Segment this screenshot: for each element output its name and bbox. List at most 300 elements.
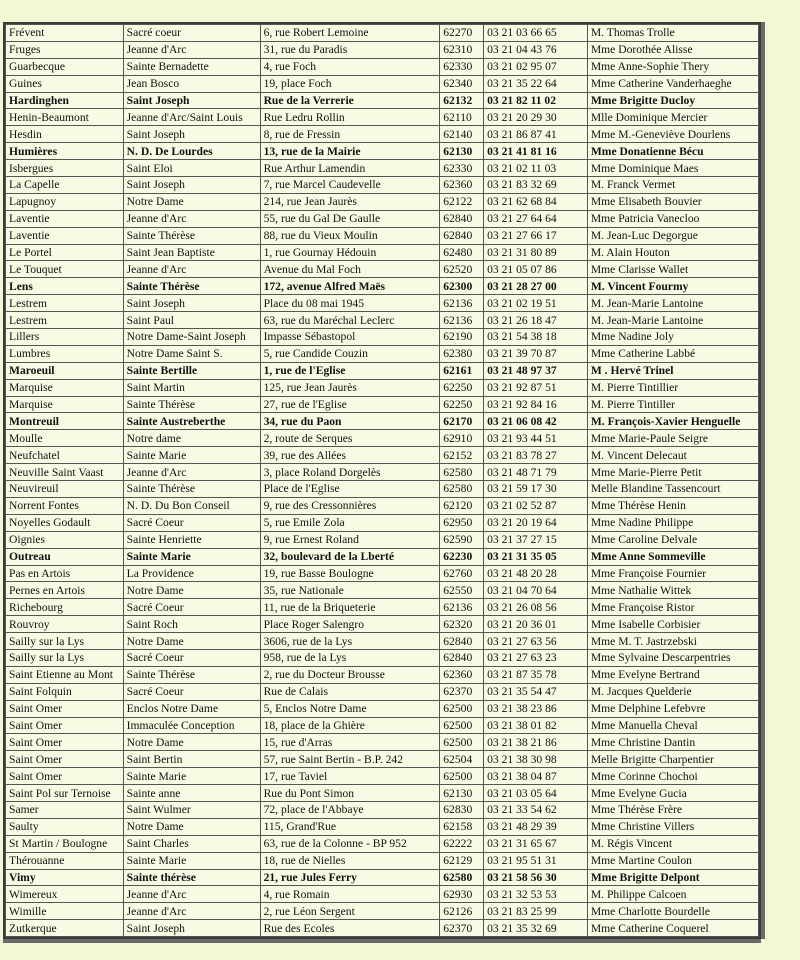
table-row: [6, 818, 759, 835]
commune-cell: Saulty: [6, 818, 124, 835]
phone-cell: 03 21 32 53 53: [484, 886, 588, 903]
commune-cell: Sailly sur la Lys: [6, 633, 124, 650]
commune-cell: Hesdin: [6, 126, 124, 143]
school-cell: Sacré Coeur: [123, 514, 260, 531]
director-cell: Melle Brigitte Charpentier: [587, 751, 758, 768]
school-cell: Sacré Coeur: [123, 599, 260, 616]
postal-code-cell: 62550: [440, 582, 484, 599]
director-cell: Mme Christine Villers: [587, 818, 758, 835]
director-cell: Mme Marie-Paule Seigre: [587, 430, 758, 447]
phone-cell: 03 21 48 29 39: [484, 818, 588, 835]
phone-cell: 03 21 05 07 86: [484, 261, 588, 278]
table-row: [6, 616, 759, 633]
table-row: [6, 160, 759, 177]
commune-cell: Lillers: [6, 329, 124, 346]
commune-cell: Saint Pol sur Ternoise: [6, 785, 124, 802]
school-cell: Notre Dame Saint S.: [123, 345, 260, 362]
school-cell: Sainte Thérèse: [123, 481, 260, 498]
school-cell: Jeanne d'Arc: [123, 464, 260, 481]
phone-cell: 03 21 04 70 64: [484, 582, 588, 599]
school-cell: Sacré coeur: [123, 25, 260, 42]
school-cell: Notre Dame: [123, 193, 260, 210]
school-cell: Jeanne d'Arc: [123, 903, 260, 920]
postal-code-cell: 62222: [440, 835, 484, 852]
commune-cell: Lapugnoy: [6, 193, 124, 210]
table-row: [6, 785, 759, 802]
phone-cell: 03 21 62 68 84: [484, 193, 588, 210]
table-row: [6, 582, 759, 599]
school-cell: Immaculée Conception: [123, 717, 260, 734]
postal-code-cell: 62840: [440, 649, 484, 666]
address-cell: Rue des Ecoles: [260, 920, 440, 937]
phone-cell: 03 21 59 17 30: [484, 481, 588, 498]
table-row: [6, 329, 759, 346]
commune-cell: Neufchatel: [6, 447, 124, 464]
school-cell: Sainte Thérèse: [123, 666, 260, 683]
commune-cell: Saint Omer: [6, 700, 124, 717]
phone-cell: 03 21 02 95 07: [484, 58, 588, 75]
table-row: [6, 379, 759, 396]
school-directory-sheet: [3, 22, 761, 939]
postal-code-cell: 62130: [440, 785, 484, 802]
table-row: [6, 126, 759, 143]
table-row: [6, 531, 759, 548]
address-cell: 5, rue Emile Zola: [260, 514, 440, 531]
address-cell: Rue de Calais: [260, 683, 440, 700]
postal-code-cell: 62170: [440, 413, 484, 430]
director-cell: Mlle Dominique Mercier: [587, 109, 758, 126]
commune-cell: Laventie: [6, 210, 124, 227]
postal-code-cell: 62152: [440, 447, 484, 464]
director-cell: M. Jean-Marie Lantoine: [587, 295, 758, 312]
commune-cell: Saint Omer: [6, 751, 124, 768]
address-cell: 15, rue d'Arras: [260, 734, 440, 751]
address-cell: 39, rue des Allées: [260, 447, 440, 464]
address-cell: Impasse Sébastopol: [260, 329, 440, 346]
director-cell: M. Vincent Fourmy: [587, 278, 758, 295]
address-cell: 63, rue de la Colonne - BP 952: [260, 835, 440, 852]
school-cell: La Providence: [123, 565, 260, 582]
school-cell: Sainte thérèse: [123, 869, 260, 886]
phone-cell: 03 21 87 35 78: [484, 666, 588, 683]
commune-cell: Pas en Artois: [6, 565, 124, 582]
address-cell: 115, Grand'Rue: [260, 818, 440, 835]
school-cell: Saint Eloi: [123, 160, 260, 177]
commune-cell: Humières: [6, 143, 124, 160]
school-cell: Sainte Thérèse: [123, 396, 260, 413]
commune-cell: Le Touquet: [6, 261, 124, 278]
postal-code-cell: 62370: [440, 683, 484, 700]
postal-code-cell: 62330: [440, 160, 484, 177]
school-cell: Notre Dame-Saint Joseph: [123, 329, 260, 346]
phone-cell: 03 21 27 63 23: [484, 649, 588, 666]
table-row: [6, 210, 759, 227]
postal-code-cell: 62122: [440, 193, 484, 210]
director-cell: Mme Marie-Pierre Petit: [587, 464, 758, 481]
table-row: [6, 278, 759, 295]
commune-cell: Rouvroy: [6, 616, 124, 633]
director-cell: Mme Thérèse Henin: [587, 497, 758, 514]
director-cell: Mme Anne Sommeville: [587, 548, 758, 565]
phone-cell: 03 21 04 43 76: [484, 41, 588, 58]
school-cell: Saint Bertin: [123, 751, 260, 768]
postal-code-cell: 62500: [440, 700, 484, 717]
school-cell: Jeanne d'Arc: [123, 41, 260, 58]
phone-cell: 03 21 27 64 64: [484, 210, 588, 227]
phone-cell: 03 21 37 27 15: [484, 531, 588, 548]
table-row: [6, 835, 759, 852]
director-cell: M. Jean-Marie Lantoine: [587, 312, 758, 329]
director-cell: Mme Patricia Vanecloo: [587, 210, 758, 227]
phone-cell: 03 21 27 66 17: [484, 227, 588, 244]
director-cell: M . Hervé Trinel: [587, 362, 758, 379]
school-cell: Sainte Marie: [123, 548, 260, 565]
postal-code-cell: 62132: [440, 92, 484, 109]
postal-code-cell: 62830: [440, 801, 484, 818]
phone-cell: 03 21 83 32 69: [484, 177, 588, 194]
school-cell: Jeanne d'Arc: [123, 886, 260, 903]
commune-cell: Isbergues: [6, 160, 124, 177]
school-cell: Saint Joseph: [123, 295, 260, 312]
commune-cell: Wimereux: [6, 886, 124, 903]
director-cell: Mme M.-Geneviève Dourlens: [587, 126, 758, 143]
commune-cell: Neuville Saint Vaast: [6, 464, 124, 481]
commune-cell: Guarbecque: [6, 58, 124, 75]
phone-cell: 03 21 20 29 30: [484, 109, 588, 126]
phone-cell: 03 21 83 78 27: [484, 447, 588, 464]
commune-cell: Samer: [6, 801, 124, 818]
address-cell: 3606, rue de la Lys: [260, 633, 440, 650]
commune-cell: Lens: [6, 278, 124, 295]
postal-code-cell: 62500: [440, 734, 484, 751]
address-cell: Place de l'Eglise: [260, 481, 440, 498]
postal-code-cell: 62840: [440, 227, 484, 244]
table-row: [6, 852, 759, 869]
phone-cell: 03 21 26 08 56: [484, 599, 588, 616]
postal-code-cell: 62520: [440, 261, 484, 278]
address-cell: 8, rue de Fressin: [260, 126, 440, 143]
postal-code-cell: 62480: [440, 244, 484, 261]
table-row: [6, 801, 759, 818]
postal-code-cell: 62320: [440, 616, 484, 633]
table-row: [6, 920, 759, 937]
director-cell: Mme Isabelle Corbisier: [587, 616, 758, 633]
address-cell: 17, rue Taviel: [260, 768, 440, 785]
director-cell: M. Alain Houton: [587, 244, 758, 261]
school-cell: Saint Wulmer: [123, 801, 260, 818]
director-cell: M. François-Xavier Henguelle: [587, 413, 758, 430]
phone-cell: 03 21 95 51 31: [484, 852, 588, 869]
postal-code-cell: 62136: [440, 599, 484, 616]
table-row: [6, 227, 759, 244]
director-cell: M. Thomas Trolle: [587, 25, 758, 42]
commune-cell: Thérouanne: [6, 852, 124, 869]
address-cell: 2, route de Serques: [260, 430, 440, 447]
school-cell: Notre Dame: [123, 818, 260, 835]
postal-code-cell: 62840: [440, 633, 484, 650]
director-cell: Mme Brigitte Delpont: [587, 869, 758, 886]
director-cell: Mme Nathalie Wittek: [587, 582, 758, 599]
school-cell: Notre Dame: [123, 734, 260, 751]
postal-code-cell: 62840: [440, 210, 484, 227]
postal-code-cell: 62360: [440, 666, 484, 683]
address-cell: 32, boulevard de la Lberté: [260, 548, 440, 565]
director-cell: Mme Donatienne Bécu: [587, 143, 758, 160]
school-cell: Sainte Thérèse: [123, 227, 260, 244]
postal-code-cell: 62110: [440, 109, 484, 126]
postal-code-cell: 62370: [440, 920, 484, 937]
commune-cell: Richebourg: [6, 599, 124, 616]
school-cell: Notre Dame: [123, 582, 260, 599]
commune-cell: Zutkerque: [6, 920, 124, 937]
table-row: [6, 734, 759, 751]
postal-code-cell: 62230: [440, 548, 484, 565]
postal-code-cell: 62760: [440, 565, 484, 582]
table-row: [6, 497, 759, 514]
postal-code-cell: 62126: [440, 903, 484, 920]
commune-cell: Le Portel: [6, 244, 124, 261]
commune-cell: Lestrem: [6, 295, 124, 312]
school-cell: Sainte Marie: [123, 447, 260, 464]
table-row: [6, 143, 759, 160]
address-cell: 19, rue Basse Boulogne: [260, 565, 440, 582]
phone-cell: 03 21 31 35 05: [484, 548, 588, 565]
commune-cell: Guines: [6, 75, 124, 92]
postal-code-cell: 62140: [440, 126, 484, 143]
address-cell: 3, place Roland Dorgelès: [260, 464, 440, 481]
commune-cell: Maroeuil: [6, 362, 124, 379]
phone-cell: 03 21 92 87 51: [484, 379, 588, 396]
table-row: [6, 75, 759, 92]
table-row: [6, 481, 759, 498]
table-row: [6, 683, 759, 700]
address-cell: Rue Ledru Rollin: [260, 109, 440, 126]
commune-cell: Saint Folquin: [6, 683, 124, 700]
director-cell: Mme Catherine Coquerel: [587, 920, 758, 937]
table-row: [6, 717, 759, 734]
school-cell: Sainte Bernadette: [123, 58, 260, 75]
school-cell: Saint Martin: [123, 379, 260, 396]
director-cell: Melle Blandine Tassencourt: [587, 481, 758, 498]
postal-code-cell: 62504: [440, 751, 484, 768]
director-cell: Mme M. T. Jastrzebski: [587, 633, 758, 650]
director-cell: M. Vincent Delecaut: [587, 447, 758, 464]
table-row: [6, 700, 759, 717]
address-cell: 172, avenue Alfred Maës: [260, 278, 440, 295]
postal-code-cell: 62130: [440, 143, 484, 160]
commune-cell: Fruges: [6, 41, 124, 58]
phone-cell: 03 21 20 36 01: [484, 616, 588, 633]
director-cell: M. Philippe Calcoen: [587, 886, 758, 903]
address-cell: 57, rue Saint Bertin - B.P. 242: [260, 751, 440, 768]
table-row: [6, 633, 759, 650]
commune-cell: Hardinghen: [6, 92, 124, 109]
commune-cell: Marquise: [6, 396, 124, 413]
director-cell: Mme Sylvaine Descarpentries: [587, 649, 758, 666]
postal-code-cell: 62161: [440, 362, 484, 379]
director-cell: Mme Nadine Philippe: [587, 514, 758, 531]
phone-cell: 03 21 35 54 47: [484, 683, 588, 700]
address-cell: 18, rue de Nielles: [260, 852, 440, 869]
address-cell: 9, rue Ernest Roland: [260, 531, 440, 548]
table-row: [6, 345, 759, 362]
address-cell: 2, rue Léon Sergent: [260, 903, 440, 920]
table-row: [6, 869, 759, 886]
table-row: [6, 25, 759, 42]
address-cell: 34, rue du Paon: [260, 413, 440, 430]
address-cell: 7, rue Marcel Caudevelle: [260, 177, 440, 194]
table-row: [6, 362, 759, 379]
school-cell: Jeanne d'Arc: [123, 210, 260, 227]
school-directory-table: [5, 24, 759, 937]
phone-cell: 03 21 38 23 86: [484, 700, 588, 717]
commune-cell: Saint Omer: [6, 717, 124, 734]
commune-cell: La Capelle: [6, 177, 124, 194]
table-row: [6, 464, 759, 481]
address-cell: 63, rue du Maréchal Leclerc: [260, 312, 440, 329]
director-cell: M. Jean-Luc Degorgue: [587, 227, 758, 244]
director-cell: Mme Elisabeth Bouvier: [587, 193, 758, 210]
address-cell: 27, rue de l'Eglise: [260, 396, 440, 413]
table-row: [6, 92, 759, 109]
phone-cell: 03 21 02 11 03: [484, 160, 588, 177]
school-cell: Enclos Notre Dame: [123, 700, 260, 717]
table-row: [6, 261, 759, 278]
address-cell: 72, place de l'Abbaye: [260, 801, 440, 818]
postal-code-cell: 62250: [440, 396, 484, 413]
commune-cell: Saint Omer: [6, 734, 124, 751]
director-cell: Mme Clarisse Wallet: [587, 261, 758, 278]
commune-cell: Norrent Fontes: [6, 497, 124, 514]
address-cell: Rue du Pont Simon: [260, 785, 440, 802]
phone-cell: 03 21 31 80 89: [484, 244, 588, 261]
school-cell: Sainte anne: [123, 785, 260, 802]
postal-code-cell: 62250: [440, 379, 484, 396]
postal-code-cell: 62270: [440, 25, 484, 42]
address-cell: 5, rue Candide Couzin: [260, 345, 440, 362]
postal-code-cell: 62136: [440, 295, 484, 312]
phone-cell: 03 21 86 87 41: [484, 126, 588, 143]
phone-cell: 03 21 26 18 47: [484, 312, 588, 329]
school-cell: Saint Roch: [123, 616, 260, 633]
address-cell: 1, rue de l'Eglise: [260, 362, 440, 379]
phone-cell: 03 21 54 38 18: [484, 329, 588, 346]
director-cell: Mme Catherine Vanderhaeghe: [587, 75, 758, 92]
director-cell: Mme Corinne Chochoi: [587, 768, 758, 785]
school-cell: Sainte Thérèse: [123, 278, 260, 295]
table-row: [6, 751, 759, 768]
postal-code-cell: 62129: [440, 852, 484, 869]
school-cell: Sainte Marie: [123, 852, 260, 869]
phone-cell: 03 21 39 70 87: [484, 345, 588, 362]
school-cell: Jeanne d'Arc: [123, 261, 260, 278]
postal-code-cell: 62120: [440, 497, 484, 514]
address-cell: 31, rue du Paradis: [260, 41, 440, 58]
director-cell: Mme Anne-Sophie Thery: [587, 58, 758, 75]
address-cell: 21, rue Jules Ferry: [260, 869, 440, 886]
address-cell: 55, rue du Gal De Gaulle: [260, 210, 440, 227]
director-cell: Mme Nadine Joly: [587, 329, 758, 346]
commune-cell: St Martin / Boulogne: [6, 835, 124, 852]
director-cell: Mme Catherine Labbé: [587, 345, 758, 362]
address-cell: 18, place de la Ghière: [260, 717, 440, 734]
director-cell: M. Pierre Tintillier: [587, 379, 758, 396]
director-cell: Mme Caroline Delvale: [587, 531, 758, 548]
school-cell: Saint Jean Baptiste: [123, 244, 260, 261]
table-row: [6, 244, 759, 261]
school-cell: Notre Dame: [123, 633, 260, 650]
postal-code-cell: 62590: [440, 531, 484, 548]
postal-code-cell: 62580: [440, 481, 484, 498]
address-cell: 35, rue Nationale: [260, 582, 440, 599]
school-cell: Saint Joseph: [123, 126, 260, 143]
address-cell: 4, rue Romain: [260, 886, 440, 903]
phone-cell: 03 21 83 25 99: [484, 903, 588, 920]
phone-cell: 03 21 35 32 69: [484, 920, 588, 937]
director-cell: Mme Martine Coulon: [587, 852, 758, 869]
address-cell: Rue Arthur Lamendin: [260, 160, 440, 177]
table-row: [6, 396, 759, 413]
postal-code-cell: 62190: [440, 329, 484, 346]
phone-cell: 03 21 48 71 79: [484, 464, 588, 481]
address-cell: 4, rue Foch: [260, 58, 440, 75]
director-cell: Mme Dominique Maes: [587, 160, 758, 177]
table-row: [6, 312, 759, 329]
postal-code-cell: 62930: [440, 886, 484, 903]
address-cell: 88, rue du Vieux Moulin: [260, 227, 440, 244]
school-cell: Jeanne d'Arc/Saint Louis: [123, 109, 260, 126]
table-row: [6, 295, 759, 312]
postal-code-cell: 62158: [440, 818, 484, 835]
commune-cell: Vimy: [6, 869, 124, 886]
address-cell: 6, rue Robert Lemoine: [260, 25, 440, 42]
phone-cell: 03 21 38 04 87: [484, 768, 588, 785]
table-row: [6, 599, 759, 616]
address-cell: Place Roger Salengro: [260, 616, 440, 633]
phone-cell: 03 21 48 20 28: [484, 565, 588, 582]
address-cell: 11, rue de la Briqueterie: [260, 599, 440, 616]
postal-code-cell: 62310: [440, 41, 484, 58]
director-cell: M. Pierre Tintiller: [587, 396, 758, 413]
commune-cell: Laventie: [6, 227, 124, 244]
director-cell: Mme Dorothée Alisse: [587, 41, 758, 58]
school-cell: Saint Joseph: [123, 177, 260, 194]
phone-cell: 03 21 06 08 42: [484, 413, 588, 430]
table-row: [6, 903, 759, 920]
phone-cell: 03 21 58 56 30: [484, 869, 588, 886]
director-cell: M. Jacques Quelderie: [587, 683, 758, 700]
phone-cell: 03 21 02 19 51: [484, 295, 588, 312]
postal-code-cell: 62580: [440, 869, 484, 886]
table-row: [6, 548, 759, 565]
school-cell: Saint Paul: [123, 312, 260, 329]
postal-code-cell: 62360: [440, 177, 484, 194]
director-cell: M. Régis Vincent: [587, 835, 758, 852]
phone-cell: 03 21 38 01 82: [484, 717, 588, 734]
table-row: [6, 413, 759, 430]
commune-cell: Moulle: [6, 430, 124, 447]
commune-cell: Saint Omer: [6, 768, 124, 785]
postal-code-cell: 62380: [440, 345, 484, 362]
address-cell: 2, rue du Docteur Brousse: [260, 666, 440, 683]
address-cell: 5, Enclos Notre Dame: [260, 700, 440, 717]
address-cell: 9, rue des Cressonnières: [260, 497, 440, 514]
table-body: [6, 25, 759, 937]
director-cell: Mme Manuella Cheval: [587, 717, 758, 734]
table-row: [6, 768, 759, 785]
school-cell: Jean Bosco: [123, 75, 260, 92]
postal-code-cell: 62580: [440, 464, 484, 481]
